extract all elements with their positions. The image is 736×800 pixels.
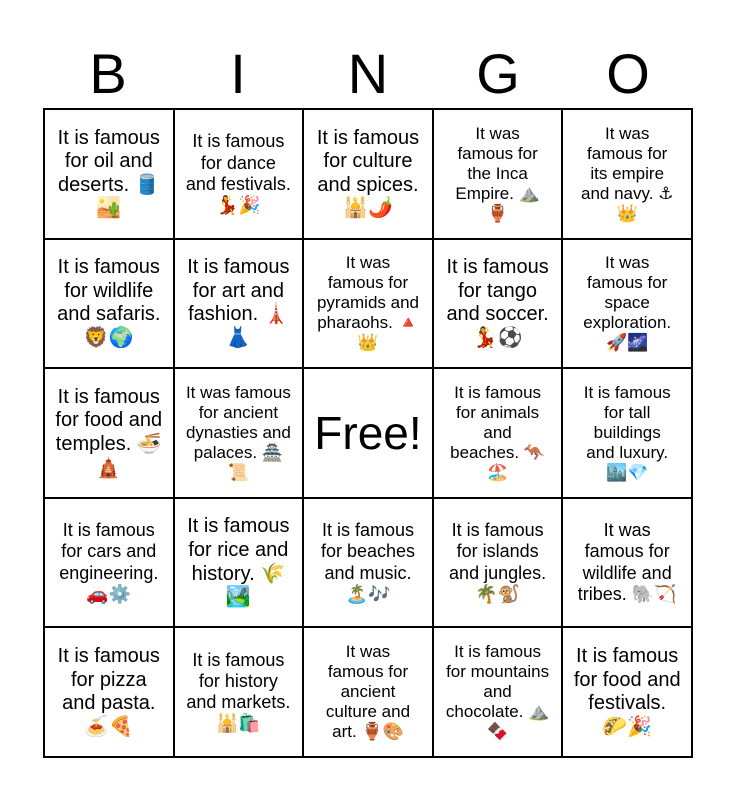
cell-text: It was famous for ancient culture and art. 🏺🎨 xyxy=(325,642,411,742)
cell-text: It is famous for animals and beaches. 🦘 🏖️ xyxy=(450,382,546,483)
bingo-cell[interactable] xyxy=(174,109,304,239)
bingo-cell[interactable] xyxy=(562,239,692,369)
cell-text: It is famous for islands and jungles. 🌴🐒 xyxy=(449,520,547,604)
bingo-header xyxy=(43,40,693,108)
cell-text: It is famous for rice and history. 🌾 🏞️ xyxy=(187,515,290,609)
bingo-cell[interactable] xyxy=(174,498,304,628)
cell-text: It was famous for ancient dynasties and palaces. 🏯 📜 xyxy=(185,382,291,483)
bingo-cell[interactable] xyxy=(303,109,433,239)
free-space-text: Free! xyxy=(314,406,422,459)
cell-text: It is famous for pizza and pasta. 🍝🍕 xyxy=(57,645,160,738)
bingo-cell[interactable] xyxy=(44,368,174,498)
cell-text: It is famous for culture and spices. 🕌🌶️ xyxy=(316,126,420,220)
bingo-cell[interactable] xyxy=(174,627,304,757)
bingo-cell[interactable] xyxy=(174,239,304,369)
cell-text: It is famous for wildlife and safaris. 🦁🌍 xyxy=(57,256,161,349)
free-space-cell[interactable] xyxy=(303,368,433,498)
cell-text: It is famous for food and festivals. 🌮🎉 xyxy=(573,645,681,738)
bingo-cell[interactable] xyxy=(303,627,433,757)
bingo-cell[interactable] xyxy=(44,109,174,239)
cell-text: It was famous for space exploration. 🚀🌌 xyxy=(583,253,672,353)
cell-text: It was famous for the Inca Empire. ⛰️ 🏺 xyxy=(455,123,540,223)
cell-text: It is famous for history and markets. 🕌🛍️ xyxy=(186,649,291,734)
cell-text: It is famous for dance and festivals. 💃🎉 xyxy=(185,131,291,216)
cell-text: It is famous for beaches and music. 🏝️🎶 xyxy=(320,520,416,604)
cell-text: It is famous for tango and soccer. 💃⚽ xyxy=(446,256,549,349)
bingo-cell[interactable] xyxy=(433,109,563,239)
header-letter-g: G xyxy=(476,42,520,105)
cell-text: It is famous for tall buildings and luxury. 🏙️💎 xyxy=(583,382,671,483)
bingo-cell[interactable] xyxy=(174,368,304,498)
bingo-cell[interactable] xyxy=(562,368,692,498)
bingo-cell[interactable] xyxy=(562,627,692,757)
cell-text: It is famous for cars and engineering. 🚗⚙️ xyxy=(59,520,159,604)
cell-text: It is famous for food and temples. 🍜 🛕 xyxy=(55,385,163,479)
header-letter-i: I xyxy=(230,42,246,105)
bingo-cell[interactable] xyxy=(303,498,433,628)
bingo-cell[interactable] xyxy=(433,498,563,628)
bingo-cell[interactable] xyxy=(433,627,563,757)
header-letter-o: O xyxy=(606,42,650,105)
bingo-card-grid xyxy=(43,108,693,758)
cell-text: It is famous for art and fashion. 🗼 👗 xyxy=(187,256,290,349)
bingo-cell[interactable] xyxy=(433,239,563,369)
cell-text: It is famous for mountains and chocolate. ⛰️ 🍫 xyxy=(445,642,550,742)
cell-text: It was famous for its empire and navy. ⚓ 👑 xyxy=(580,123,674,223)
bingo-cell[interactable] xyxy=(44,239,174,369)
bingo-cell[interactable] xyxy=(44,498,174,628)
bingo-cell[interactable] xyxy=(562,109,692,239)
header-letter-b: B xyxy=(89,42,127,105)
bingo-cell[interactable] xyxy=(303,239,433,369)
cell-text: It was famous for wildlife and tribes. 🐘🏹 xyxy=(577,520,677,604)
cell-text: It was famous for pyramids and pharaohs. 🔺 👑 xyxy=(316,253,420,353)
bingo-cell[interactable] xyxy=(433,368,563,498)
bingo-cell[interactable] xyxy=(44,627,174,757)
header-letter-n: N xyxy=(347,42,389,105)
cell-text: It is famous for oil and deserts. 🛢️ 🏜️ xyxy=(57,126,160,220)
bingo-cell[interactable] xyxy=(562,498,692,628)
